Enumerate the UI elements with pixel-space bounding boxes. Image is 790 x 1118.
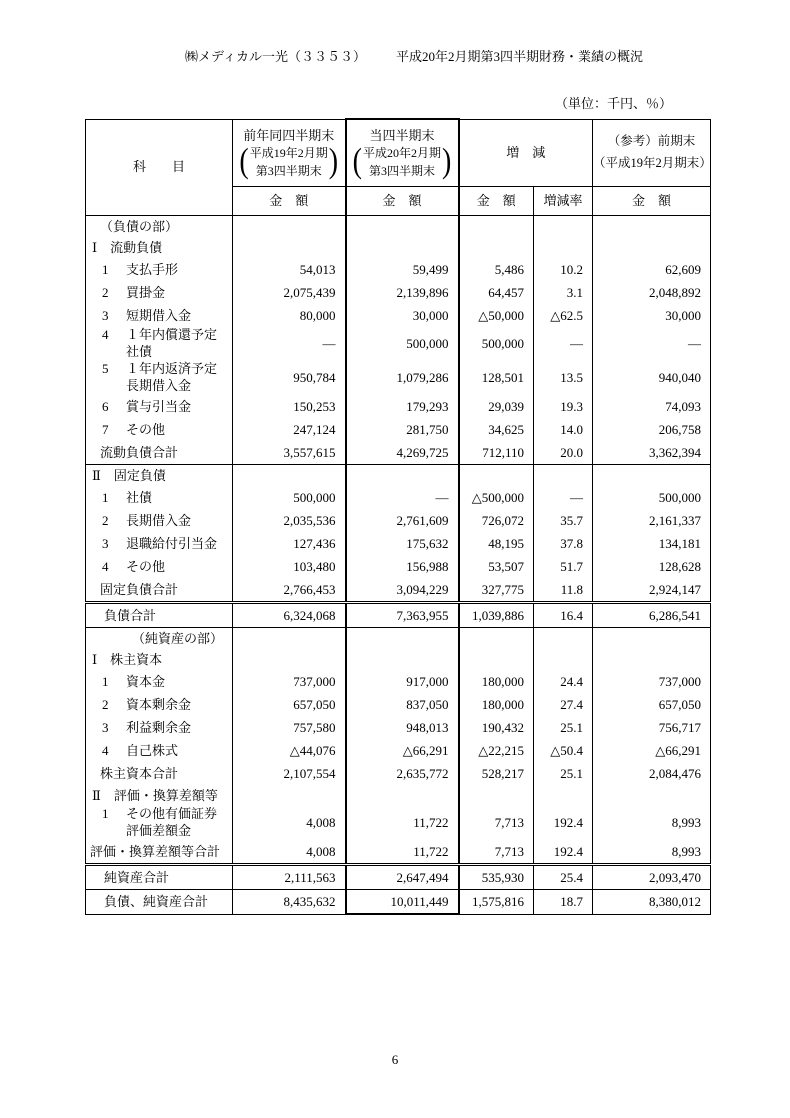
amount-cell: 535,930 (459, 865, 534, 890)
table-row (86, 237, 711, 258)
amount-cell: 13.5 (534, 361, 593, 395)
item-label: 賞与引当金 (126, 398, 192, 414)
subject-cell (86, 361, 233, 395)
item-label: その他 (126, 558, 166, 574)
item-label-line2: 評価差額金 (126, 823, 192, 838)
table-row (86, 304, 711, 327)
amount-cell: 940,040 (593, 361, 711, 395)
subject-cell (86, 649, 233, 670)
item-label: Ⅱ 評価・換算差額等 (92, 787, 218, 803)
amount-cell (593, 785, 711, 806)
amount-cell: 917,000 (346, 670, 459, 693)
reference-title-line1: （参考）前期末 (607, 134, 696, 149)
change-rate-label: 増減率 (534, 187, 593, 216)
amount-cell: ― (233, 327, 346, 361)
amount-cell: 837,050 (346, 693, 459, 716)
table-row (86, 762, 711, 785)
left-paren: ( (352, 142, 362, 182)
amount-cell: △50,000 (459, 304, 534, 327)
amount-cell: 54,013 (233, 258, 346, 281)
item-number: 3 (102, 535, 109, 551)
amount-cell: 11,722 (346, 840, 459, 865)
item-label-line2: 社債 (126, 344, 153, 359)
amount-cell: 30,000 (593, 304, 711, 327)
table-row (86, 716, 711, 739)
amount-cell: 8,435,632 (233, 890, 346, 915)
amount-cell: 2,075,439 (233, 281, 346, 304)
subject-cell (86, 865, 233, 890)
left-paren: ( (239, 142, 249, 181)
item-label: （純資産の部） (132, 630, 224, 646)
table-row (86, 806, 711, 840)
table-row (86, 649, 711, 670)
amount-cell: 11.8 (534, 578, 593, 603)
subject-cell (86, 785, 233, 806)
amount-cell (233, 465, 346, 487)
amount-cell (534, 237, 593, 258)
amount-cell: 64,457 (459, 281, 534, 304)
change-amount-label: 金 額 (459, 187, 534, 216)
item-number: 3 (102, 719, 109, 735)
amount-cell: 948,013 (346, 716, 459, 739)
subject-cell (86, 418, 233, 441)
subject-cell (86, 304, 233, 327)
amount-cell: 29,039 (459, 395, 534, 418)
amount-cell (459, 465, 534, 487)
table-row (86, 890, 711, 915)
item-label: その他 (126, 421, 166, 437)
table-row (86, 670, 711, 693)
amount-cell: 2,107,554 (233, 762, 346, 785)
company-name: ㈱メディカル一光（３３５３） (185, 49, 366, 64)
table-row (86, 578, 711, 603)
amount-cell: △500,000 (459, 486, 534, 509)
amount-cell (534, 628, 593, 650)
item-number: 1 (102, 261, 109, 277)
amount-cell (593, 237, 711, 258)
amount-cell: 6,324,068 (233, 603, 346, 628)
amount-cell: 500,000 (593, 486, 711, 509)
amount-cell: 192.4 (534, 840, 593, 865)
amount-cell (346, 216, 459, 238)
item-number: 4 (102, 558, 109, 574)
unit-note: （単位：千円、％） (554, 96, 672, 111)
subject-cell (86, 806, 233, 840)
document-header (185, 46, 643, 65)
reference-column-header (593, 119, 711, 187)
amount-cell (346, 628, 459, 650)
amount-cell: 2,035,536 (233, 509, 346, 532)
prev-amount-label: 金 額 (233, 187, 346, 216)
subject-cell (86, 693, 233, 716)
amount-cell (233, 649, 346, 670)
amount-cell: 6,286,541 (593, 603, 711, 628)
amount-cell: 1,079,286 (346, 361, 459, 395)
amount-cell (346, 465, 459, 487)
subject-cell (86, 670, 233, 693)
subject-column-header: 科 目 (86, 119, 233, 216)
amount-cell (346, 649, 459, 670)
amount-cell: 756,717 (593, 716, 711, 739)
item-number: 7 (102, 421, 109, 437)
item-number: 4 (102, 742, 109, 758)
amount-cell: 128,628 (593, 555, 711, 578)
amount-cell: 247,124 (233, 418, 346, 441)
prev-quarter-period-line1: 平成19年2月期 (249, 146, 328, 161)
item-label: 株主資本合計 (100, 765, 179, 781)
item-label: 退職給付引当金 (126, 535, 218, 551)
amount-cell: 2,635,772 (346, 762, 459, 785)
item-label: Ⅰ 流動負債 (92, 239, 163, 255)
amount-cell: △66,291 (346, 739, 459, 762)
item-number: 2 (102, 512, 109, 528)
amount-cell: 80,000 (233, 304, 346, 327)
item-label: 長期借入金 (126, 512, 192, 528)
subject-cell (86, 578, 233, 603)
amount-cell: 103,480 (233, 555, 346, 578)
table-row (86, 555, 711, 578)
amount-cell (459, 785, 534, 806)
amount-cell: 10.2 (534, 258, 593, 281)
table-row (86, 532, 711, 555)
table-row (86, 327, 711, 361)
amount-cell: 192.4 (534, 806, 593, 840)
amount-cell: 8,380,012 (593, 890, 711, 915)
amount-cell: 53,507 (459, 555, 534, 578)
amount-cell: 737,000 (593, 670, 711, 693)
item-number: 1 (102, 489, 109, 505)
amount-cell: 134,181 (593, 532, 711, 555)
item-label: 流動負債合計 (100, 444, 179, 460)
item-label: 自己株式 (126, 742, 179, 758)
item-number: 6 (102, 398, 109, 414)
table-row (86, 628, 711, 650)
amount-cell: 657,050 (593, 693, 711, 716)
amount-cell: 2,048,892 (593, 281, 711, 304)
amount-cell: 3.1 (534, 281, 593, 304)
amount-cell: 1,039,886 (459, 603, 534, 628)
item-number: 2 (102, 284, 109, 300)
subject-cell (86, 216, 233, 238)
prev-quarter-period-line2: 第3四半期末 (255, 163, 322, 178)
amount-cell (534, 465, 593, 487)
amount-cell (459, 237, 534, 258)
item-number: 1 (102, 673, 109, 689)
amount-cell: 25.1 (534, 762, 593, 785)
current-quarter-period-line1: 平成20年2月期 (362, 146, 441, 161)
amount-cell: 2,111,563 (233, 865, 346, 890)
table-row (86, 865, 711, 890)
table-row (86, 840, 711, 865)
amount-cell: 5,486 (459, 258, 534, 281)
amount-cell: 11,722 (346, 806, 459, 840)
item-label: Ⅱ 固定負債 (92, 467, 166, 483)
item-label: 評価・換算差額等合計 (90, 843, 221, 859)
amount-cell: 27.4 (534, 693, 593, 716)
item-number: 3 (102, 307, 109, 323)
amount-cell: 51.7 (534, 555, 593, 578)
table-row (86, 395, 711, 418)
amount-cell: 10,011,449 (346, 890, 459, 915)
item-label: 短期借入金 (126, 307, 192, 323)
item-label: （負債の部） (100, 218, 179, 234)
amount-cell: △66,291 (593, 739, 711, 762)
amount-cell: 281,750 (346, 418, 459, 441)
amount-cell: 62,609 (593, 258, 711, 281)
subject-cell (86, 281, 233, 304)
table-row (86, 693, 711, 716)
amount-cell: 179,293 (346, 395, 459, 418)
table-row (86, 418, 711, 441)
item-label: １年内償還予定 (126, 327, 218, 343)
amount-cell: 500,000 (233, 486, 346, 509)
table-row (86, 216, 711, 238)
item-number: 5 (102, 361, 109, 377)
table-row (86, 281, 711, 304)
amount-cell: 500,000 (459, 327, 534, 361)
item-number: 4 (102, 327, 109, 343)
amount-cell: 175,632 (346, 532, 459, 555)
reference-amount-label: 金 額 (593, 187, 711, 216)
amount-cell (534, 785, 593, 806)
item-label: １年内返済予定 (126, 361, 218, 377)
table-row (86, 258, 711, 281)
subject-cell (86, 327, 233, 361)
amount-cell: 190,432 (459, 716, 534, 739)
amount-cell: ― (346, 486, 459, 509)
item-label: 負債合計 (104, 607, 157, 623)
subject-cell (86, 890, 233, 915)
reference-title-line2: （平成19年2月期末） (593, 156, 712, 171)
subject-cell (86, 509, 233, 532)
amount-cell (459, 649, 534, 670)
amount-cell: 1,575,816 (459, 890, 534, 915)
amount-cell: 206,758 (593, 418, 711, 441)
amount-cell: 25.1 (534, 716, 593, 739)
amount-cell: 4,269,725 (346, 441, 459, 465)
amount-cell: △62.5 (534, 304, 593, 327)
amount-cell: 8,993 (593, 806, 711, 840)
item-label: 資本剰余金 (126, 696, 192, 712)
amount-cell: 24.4 (534, 670, 593, 693)
amount-cell: △50.4 (534, 739, 593, 762)
amount-cell (233, 237, 346, 258)
amount-cell: 757,580 (233, 716, 346, 739)
current-quarter-column-header (346, 119, 459, 187)
amount-cell: 20.0 (534, 441, 593, 465)
table-row (86, 441, 711, 465)
subject-cell (86, 603, 233, 628)
amount-cell: 712,110 (459, 441, 534, 465)
current-quarter-title: 当四半期末 (369, 127, 435, 143)
amount-cell: 34,625 (459, 418, 534, 441)
amount-cell: 500,000 (346, 327, 459, 361)
amount-cell: 127,436 (233, 532, 346, 555)
subject-cell (86, 840, 233, 865)
subject-cell (86, 762, 233, 785)
amount-cell: 528,217 (459, 762, 534, 785)
current-amount-label: 金 額 (346, 187, 459, 216)
amount-cell: ― (534, 486, 593, 509)
item-label: 純資産合計 (104, 869, 170, 885)
amount-cell: △44,076 (233, 739, 346, 762)
prev-quarter-title: 前年同四半期末 (243, 127, 335, 143)
subject-cell (86, 486, 233, 509)
page-number: 6 (391, 1052, 399, 1067)
amount-cell: 327,775 (459, 578, 534, 603)
item-label: その他有価証券 (126, 806, 218, 822)
subject-cell (86, 532, 233, 555)
amount-cell (593, 465, 711, 487)
amount-cell (534, 216, 593, 238)
amount-cell: 7,713 (459, 840, 534, 865)
table-row (86, 509, 711, 532)
amount-cell (346, 237, 459, 258)
amount-cell: 8,993 (593, 840, 711, 865)
amount-cell: 4,008 (233, 840, 346, 865)
amount-cell (593, 216, 711, 238)
subject-cell (86, 716, 233, 739)
table-header (86, 119, 711, 216)
amount-cell: 726,072 (459, 509, 534, 532)
amount-cell: ― (593, 327, 711, 361)
amount-cell: 14.0 (534, 418, 593, 441)
item-number: 1 (102, 806, 109, 822)
item-label: 社債 (126, 489, 153, 505)
amount-cell (459, 628, 534, 650)
amount-cell: 18.7 (534, 890, 593, 915)
item-number: 2 (102, 696, 109, 712)
amount-cell (233, 785, 346, 806)
right-paren: ) (442, 142, 452, 182)
table-body (86, 216, 711, 915)
subject-cell (86, 739, 233, 762)
item-label: 利益剰余金 (126, 719, 192, 735)
amount-cell (459, 216, 534, 238)
amount-cell: 2,093,470 (593, 865, 711, 890)
subject-cell (86, 441, 233, 465)
amount-cell: 16.4 (534, 603, 593, 628)
document-title: 平成20年2月期第3四半期財務・業績の概況 (395, 49, 643, 64)
amount-cell: 156,988 (346, 555, 459, 578)
amount-cell: 657,050 (233, 693, 346, 716)
item-label: Ⅰ 株主資本 (92, 651, 163, 667)
subject-cell (86, 555, 233, 578)
amount-cell: 2,084,476 (593, 762, 711, 785)
amount-cell: 74,093 (593, 395, 711, 418)
amount-cell: 25.4 (534, 865, 593, 890)
amount-cell: 3,094,229 (346, 578, 459, 603)
amount-cell: 48,195 (459, 532, 534, 555)
amount-cell (593, 628, 711, 650)
amount-cell: 2,766,453 (233, 578, 346, 603)
prev-quarter-column-header (233, 119, 346, 187)
amount-cell: 37.8 (534, 532, 593, 555)
amount-cell: 2,761,609 (346, 509, 459, 532)
item-label: 買掛金 (126, 284, 166, 300)
amount-cell: 180,000 (459, 670, 534, 693)
subject-cell (86, 258, 233, 281)
amount-cell (233, 216, 346, 238)
amount-cell: 3,362,394 (593, 441, 711, 465)
item-label: 資本金 (126, 673, 166, 689)
table-row (86, 603, 711, 628)
subject-cell (86, 395, 233, 418)
table-row (86, 739, 711, 762)
amount-cell: 2,924,147 (593, 578, 711, 603)
amount-cell: 30,000 (346, 304, 459, 327)
amount-cell: 2,139,896 (346, 281, 459, 304)
subject-cell (86, 465, 233, 487)
amount-cell: 4,008 (233, 806, 346, 840)
item-label: 支払手形 (126, 261, 179, 277)
table-row (86, 486, 711, 509)
current-quarter-period-line2: 第3四半期末 (368, 163, 435, 178)
amount-cell: 7,713 (459, 806, 534, 840)
amount-cell: 19.3 (534, 395, 593, 418)
item-label: 負債、純資産合計 (104, 893, 209, 909)
amount-cell: 950,784 (233, 361, 346, 395)
item-label-line2: 長期借入金 (126, 378, 192, 393)
balance-sheet-table (85, 118, 711, 915)
amount-cell: 59,499 (346, 258, 459, 281)
amount-cell: 2,647,494 (346, 865, 459, 890)
amount-cell (346, 785, 459, 806)
amount-cell: 180,000 (459, 693, 534, 716)
subject-cell (86, 237, 233, 258)
amount-cell: 3,557,615 (233, 441, 346, 465)
amount-cell (233, 628, 346, 650)
amount-cell: 2,161,337 (593, 509, 711, 532)
amount-cell: 150,253 (233, 395, 346, 418)
amount-cell: 35.7 (534, 509, 593, 532)
subject-cell (86, 628, 233, 650)
change-column-header: 増 減 (459, 119, 593, 187)
amount-cell: ― (534, 327, 593, 361)
amount-cell: 128,501 (459, 361, 534, 395)
table-row (86, 465, 711, 487)
right-paren: ) (328, 142, 339, 181)
item-label: 固定負債合計 (100, 581, 179, 597)
amount-cell (593, 649, 711, 670)
table-row (86, 785, 711, 806)
amount-cell: 737,000 (233, 670, 346, 693)
amount-cell: 7,363,955 (346, 603, 459, 628)
amount-cell (534, 649, 593, 670)
amount-cell: △22,215 (459, 739, 534, 762)
table-row (86, 361, 711, 395)
